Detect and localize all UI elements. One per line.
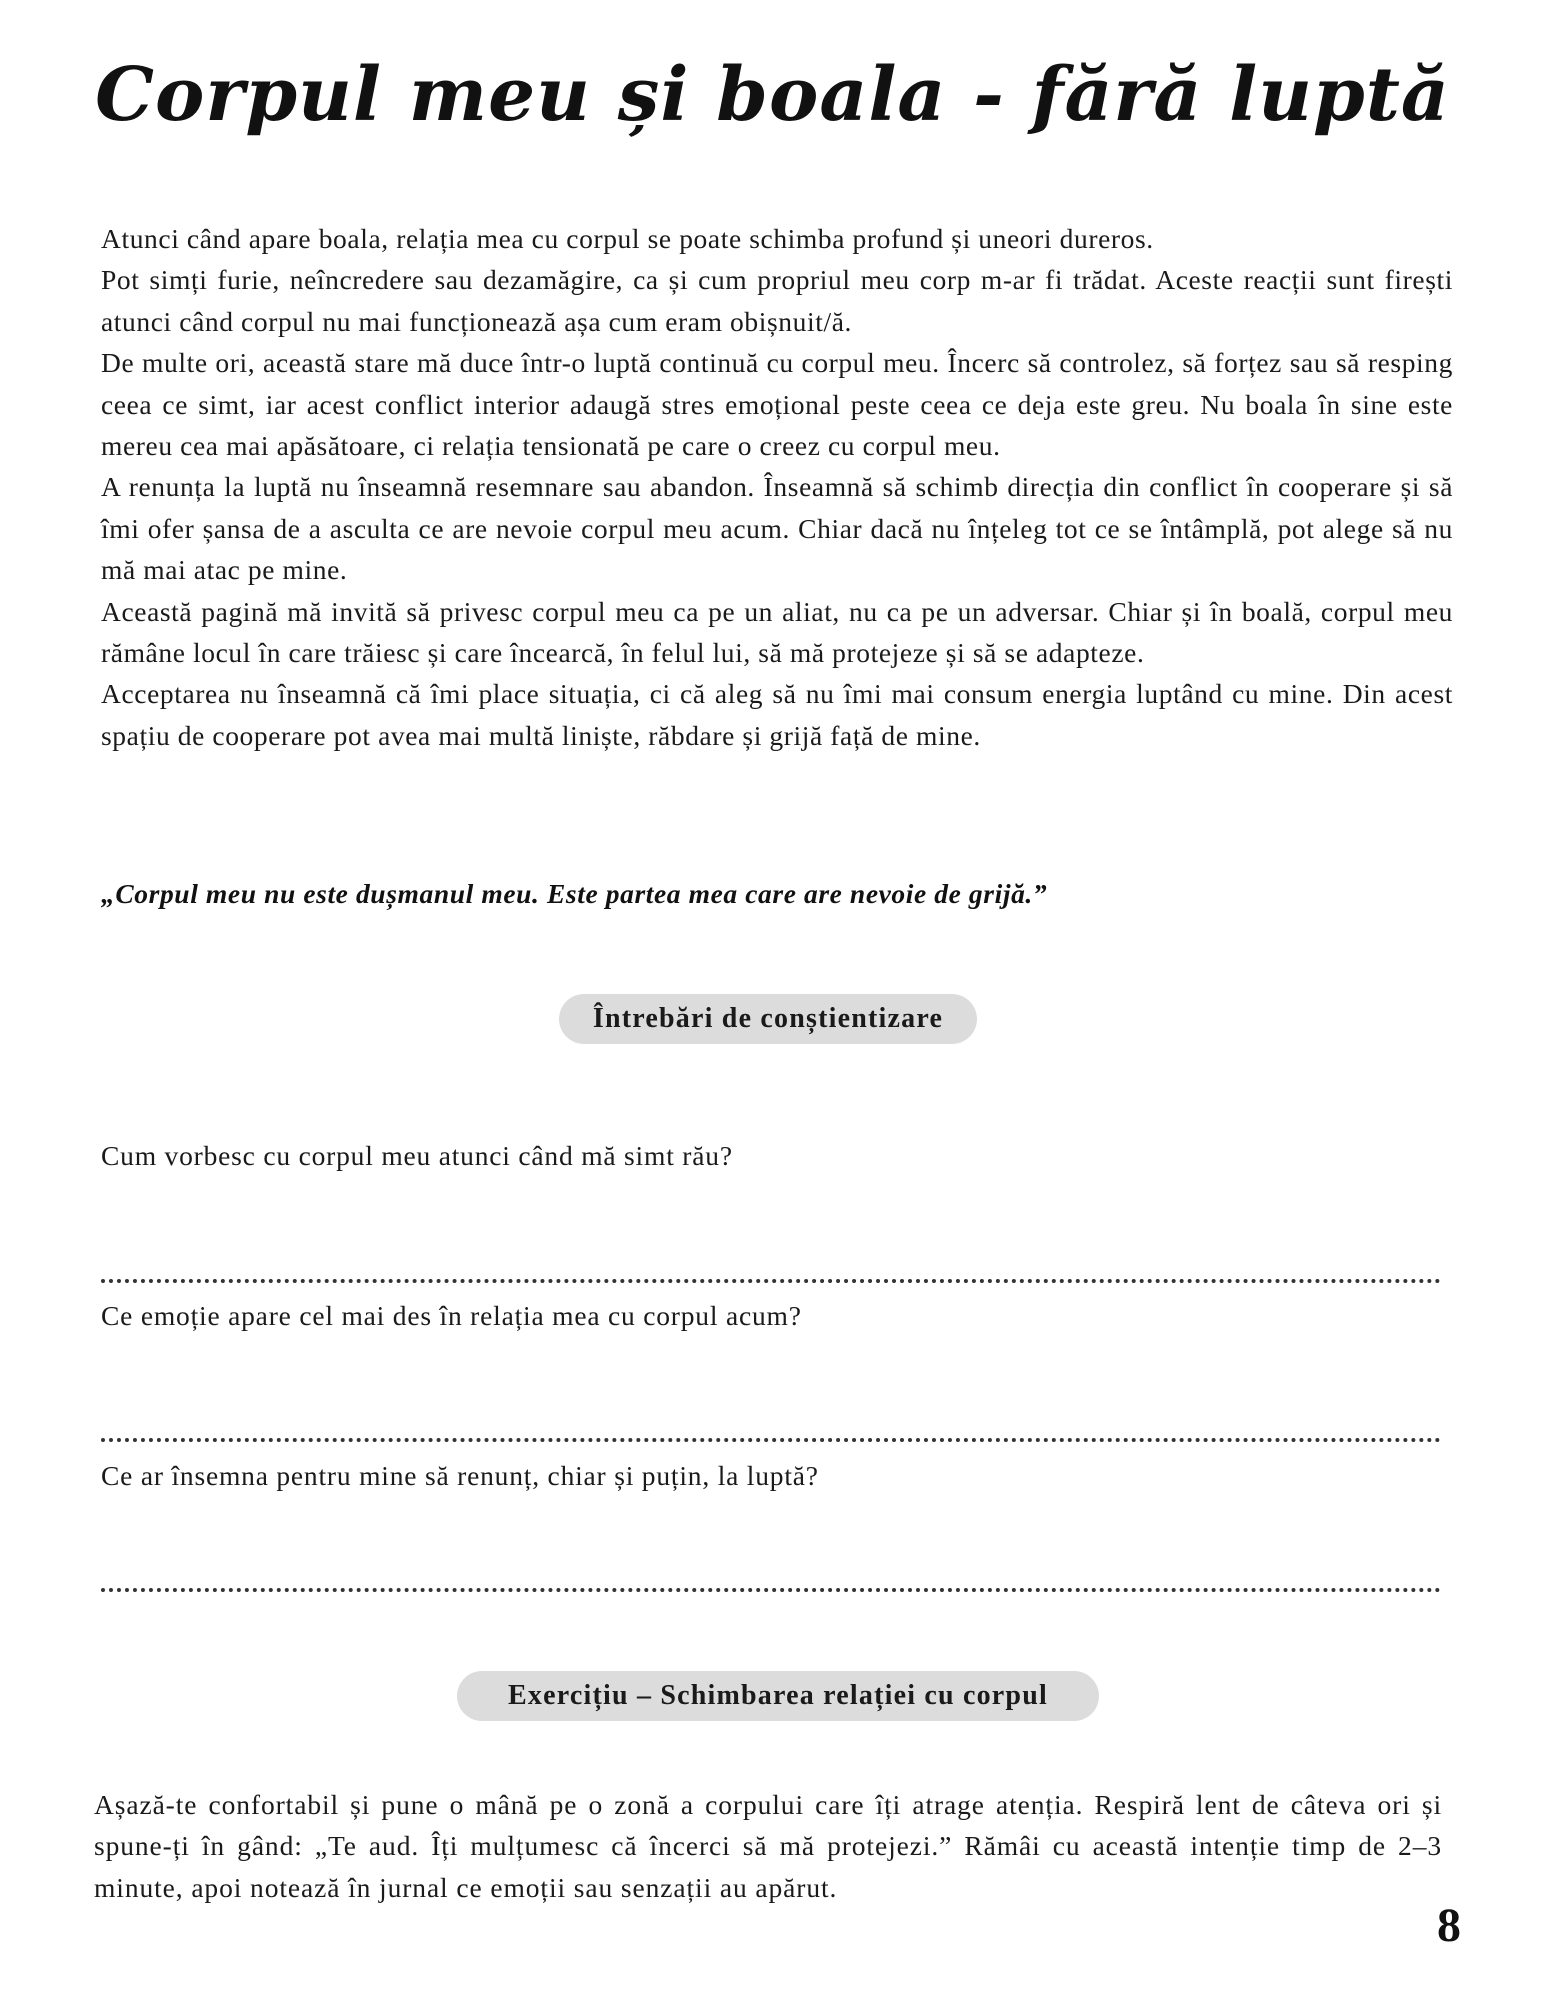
intro-paragraph: Atunci când apare boala, relația mea cu corpul se poate schimba profund și uneori dureros. <box>101 223 1154 254</box>
page-number: 8 <box>1437 1899 1461 1952</box>
intro-paragraph: Acceptarea nu înseamnă că îmi place situația, ci că aleg să nu îmi mai consum energia luptând cu mine. Din acest spațiu de cooperare pot avea mai multă liniște, răbdare și grijă față de mine. <box>101 678 1453 751</box>
question-3: Ce ar însemna pentru mine să renunț, chiar și puțin, la luptă? <box>101 1460 819 1491</box>
intro-paragraph: A renunța la luptă nu înseamnă resemnare sau abandon. Înseamnă să schimb direcția din conflict în cooperare și să îmi ofer șansa de a asculta ce are nevoie corpul meu acum. Chiar dacă nu înțeleg tot ce se întâmplă, pot alege să nu mă mai atac pe mine. <box>101 471 1453 586</box>
question-2: Ce emoție apare cel mai des în relația mea cu corpul acum? <box>101 1300 802 1331</box>
page-title: Corpul meu și boala - fără luptă <box>95 52 1450 138</box>
exercise-heading: Exercițiu – Schimbarea relației cu corpul <box>457 1671 1099 1721</box>
answer-line-2[interactable] <box>101 1438 1441 1442</box>
answer-line-3[interactable] <box>101 1588 1441 1592</box>
answer-line-1[interactable] <box>101 1279 1441 1283</box>
exercise-text: Așază-te confortabil și pune o mână pe o zonă a corpului care îți atrage atenția. Respiră lent de câteva ori și spune-ți în gând: „Te aud. Îți mulțumesc că încerci să mă protejezi.” Rămâi cu această intenție timp de 2–3 minute, apoi notează în jurnal ce emoții sau senzații au apărut. <box>94 1789 1442 1903</box>
intro-paragraph: Pot simți furie, neîncredere sau dezamăgire, ca și cum propriul meu corp m-ar fi trădat. Aceste reacții sunt firești atunci când corpul nu mai funcționează așa cum eram obișnuit/ă. <box>101 264 1453 337</box>
intro-paragraph: Această pagină mă invită să privesc corpul meu ca pe un aliat, nu ca pe un adversar. Chiar și în boală, corpul meu rămâne locul în care trăiesc și care încearcă, în felul lui, să mă protejeze și să se adapteze. <box>101 595 1453 669</box>
intro-paragraph: De multe ori, această stare mă duce într-o luptă continuă cu corpul meu. Încerc să controlez, să forțez sau să resping ceea ce simt, iar acest conflict interior adaugă stres emoțional peste ceea ce deja este greu. Nu boala în sine este mereu cea mai apăsătoare, ci relația tensionată pe care o creez cu corpul meu. <box>101 347 1453 462</box>
affirmation-quote: „Corpul meu nu este dușmanul meu. Este partea mea care are nevoie de grijă.” <box>101 878 1048 909</box>
question-1: Cum vorbesc cu corpul meu atunci când mă simt rău? <box>101 1140 733 1171</box>
intro-text <box>101 218 1453 756</box>
questions-heading: Întrebări de conștientizare <box>559 994 977 1044</box>
